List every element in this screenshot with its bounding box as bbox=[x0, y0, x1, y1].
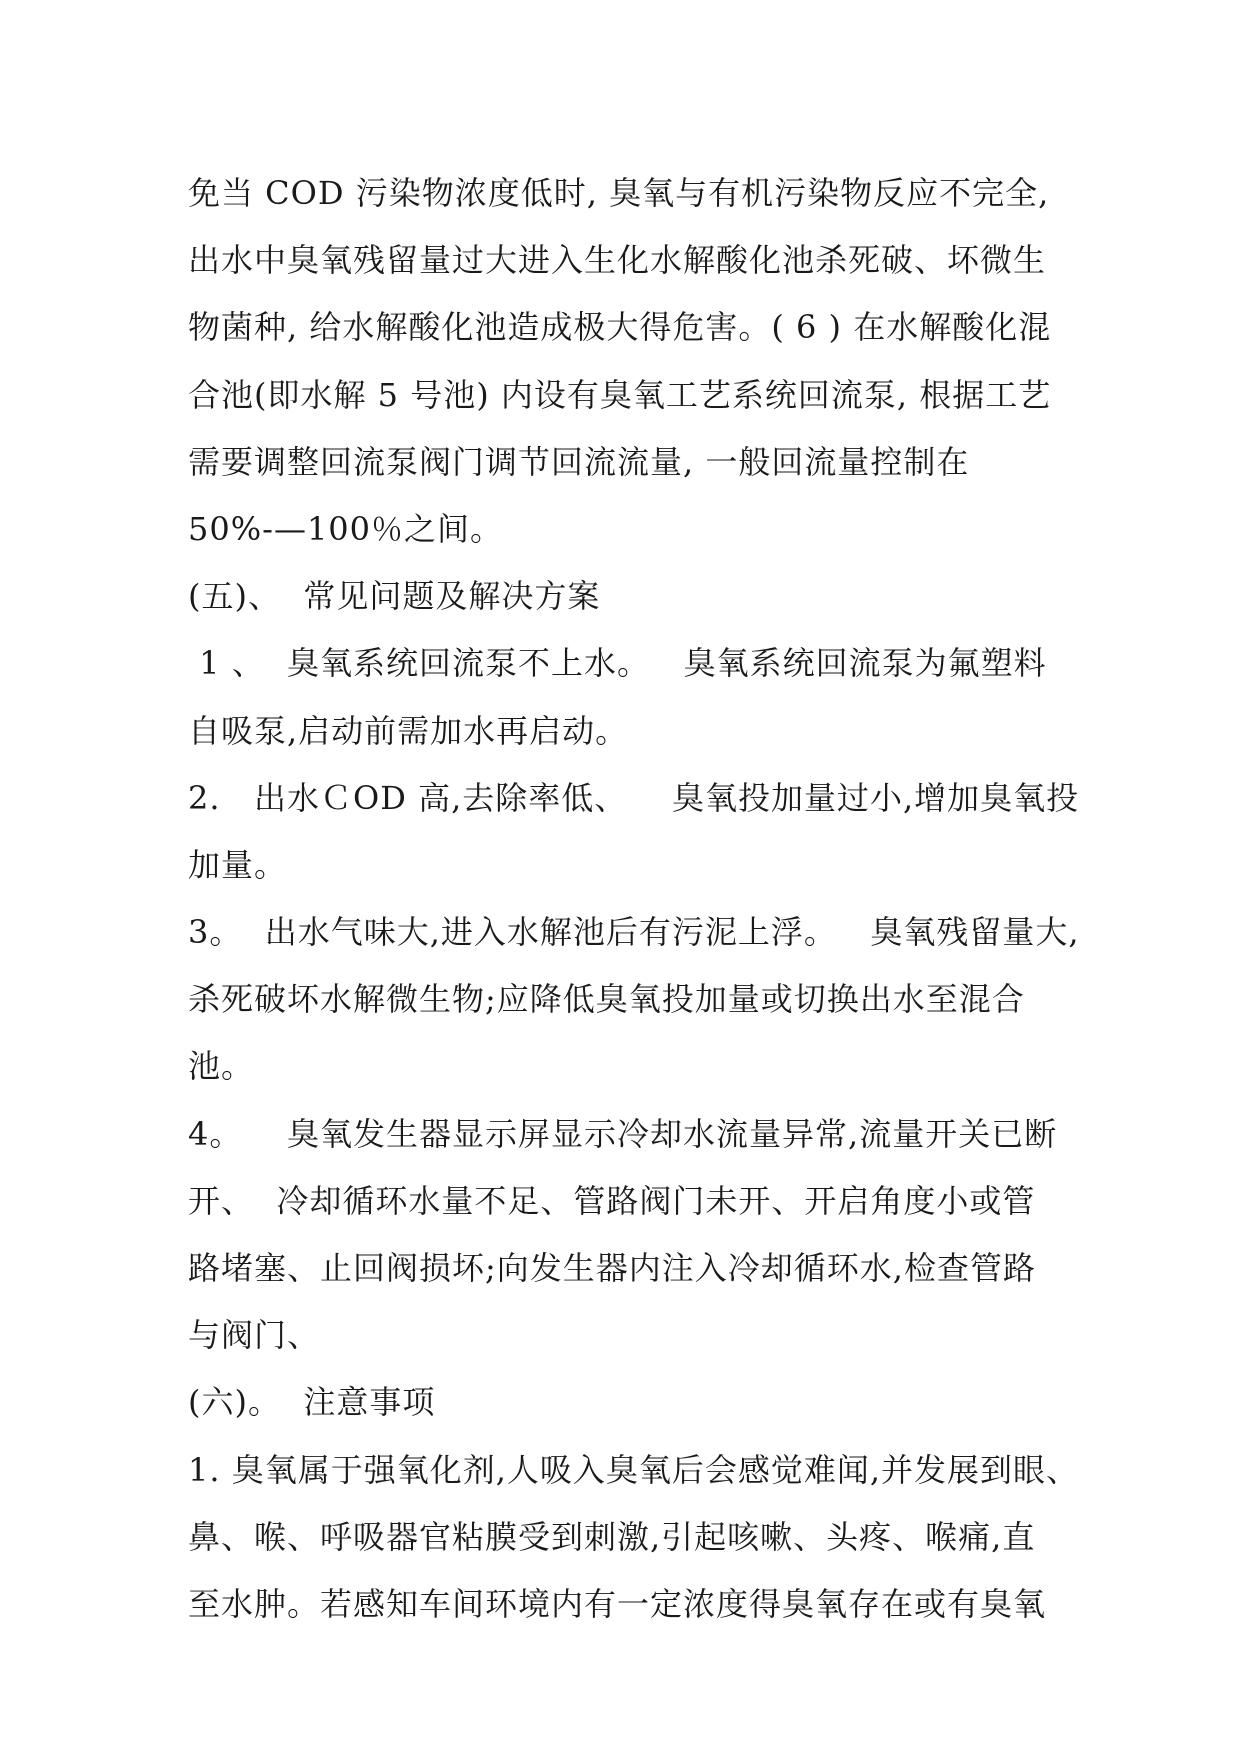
text-line: 加量。 bbox=[188, 845, 288, 884]
list-item: 2. 出水ＣOD 高,去除率低、 臭氧投加量过小,增加臭氧投 bbox=[188, 778, 1080, 817]
text-line: 鼻、喉、呼吸器官粘膜受到刺激,引起咳嗽、头疼、喉痛,直 bbox=[188, 1517, 1036, 1556]
text-line: 池。 bbox=[188, 1047, 255, 1086]
text-line: 自吸泵,启动前需加水再启动。 bbox=[188, 711, 629, 750]
section-heading: (五)、 常见问题及解决方案 bbox=[188, 577, 601, 616]
text-line: 与阀门、 bbox=[188, 1316, 321, 1355]
text-line: 物菌种, 给水解酸化池造成极大得危害。( 6 ) 在水解酸化混 bbox=[188, 308, 1052, 347]
text-line: 杀死破坏水解微生物;应降低臭氧投加量或切换出水至混合 bbox=[188, 980, 1025, 1019]
document-body bbox=[188, 160, 1078, 1638]
text-line: 50%-—100％之间。 bbox=[188, 509, 504, 548]
text-line: 合池(即水解 5 号池) 内设有臭氧工艺系统回流泵, 根据工艺 bbox=[188, 375, 1052, 414]
text-line: 开、 冷却循环水量不足、管路阀门未开、开启角度小或管 bbox=[188, 1181, 1036, 1220]
text-line: 出水中臭氧残留量过大进入生化水解酸化池杀死破、坏微生 bbox=[188, 241, 1047, 280]
text-line: 至水肿。若感知车间环境内有一定浓度得臭氧存在或有臭氧 bbox=[188, 1584, 1047, 1623]
list-item: 4。 臭氧发生器显示屏显示冷却水流量异常,流量开关已断 bbox=[188, 1114, 1058, 1153]
text-line: 需要调整回流泵阀门调节回流流量, 一般回流量控制在 bbox=[188, 442, 970, 481]
list-item: 1 、 臭氧系统回流泵不上水。 臭氧系统回流泵为氟塑料 bbox=[188, 644, 1047, 683]
list-item: 3。 出水气味大,进入水解池后有污泥上浮。 臭氧残留量大, bbox=[188, 913, 1080, 952]
text-line: 免当 COD 污染物浓度低时, 臭氧与有机污染物反应不完全, bbox=[188, 174, 1050, 212]
section-heading: (六)。 注意事项 bbox=[188, 1383, 436, 1422]
list-item: 1. 臭氧属于强氧化剂,人吸入臭氧后会感觉难闻,并发展到眼、 bbox=[188, 1450, 1080, 1489]
text-line: 路堵塞、止回阀损坏;向发生器内注入冷却循环水,检查管路 bbox=[188, 1249, 1036, 1287]
